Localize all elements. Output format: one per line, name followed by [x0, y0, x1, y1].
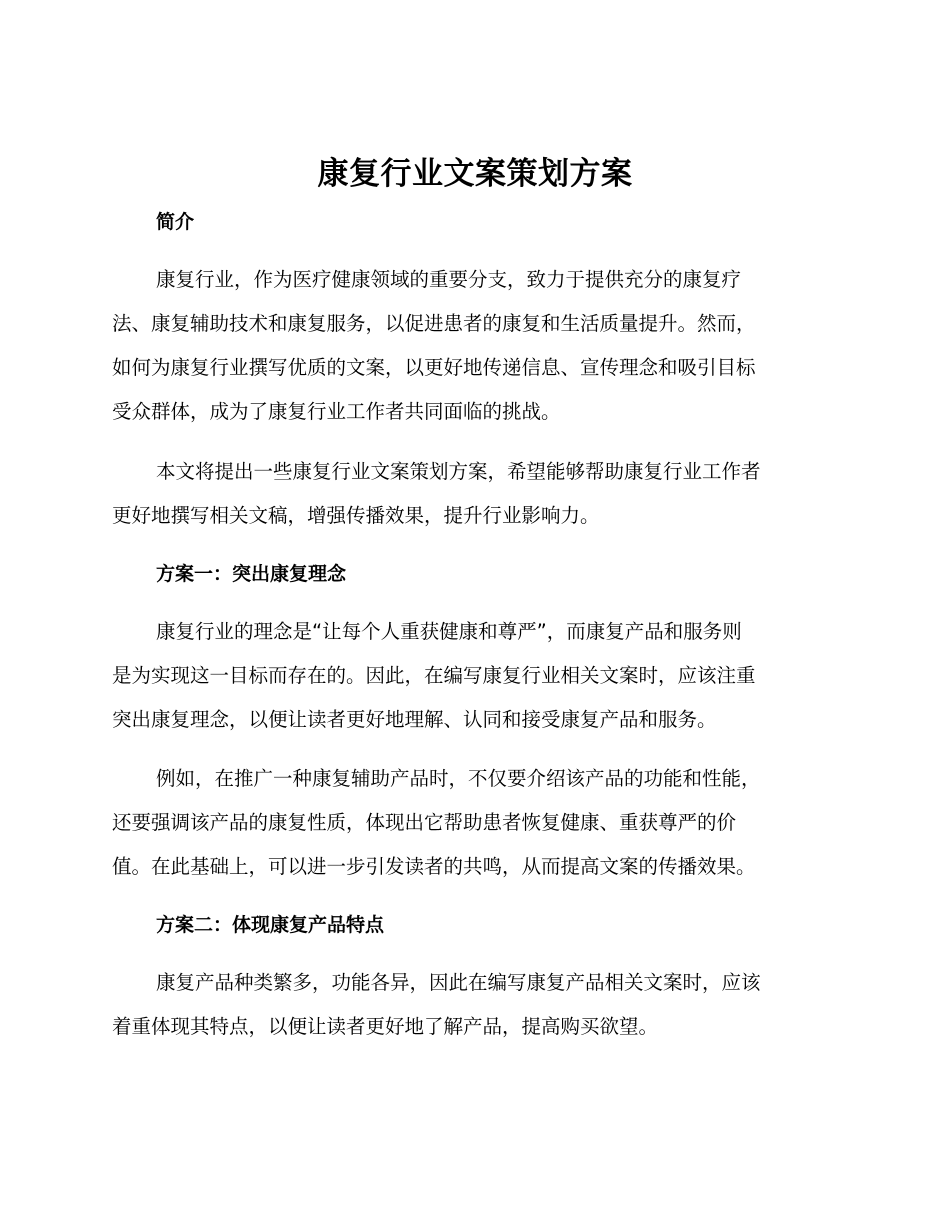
intro-paragraph-2 — [112, 450, 852, 538]
text-line: 着重体现其特点，以便让读者更好地了解产品，提高购买欲望。 — [112, 1015, 659, 1038]
text-line: 例如，在推广一种康复辅助产品时，不仅要介绍该产品的功能和性能， — [156, 767, 761, 790]
document-title: 康复行业文案策划方案 — [317, 156, 633, 192]
plan2-paragraph-1 — [112, 961, 852, 1049]
section-heading-plan2: 方案二：体现康复产品特点 — [156, 914, 385, 936]
text-line: 值。在此基础上，可以进一步引发读者的共鸣，从而提高文案的传播效果。 — [112, 855, 756, 878]
text-line: 更好地撰写相关文稿，增强传播效果，提升行业影响力。 — [112, 504, 600, 527]
text-line: 还要强调该产品的康复性质，体现出它帮助患者恢复健康、重获尊严的价 — [112, 811, 737, 834]
intro-paragraph-1 — [112, 258, 852, 434]
text-line: 是为实现这一目标而存在的。因此，在编写康复行业相关文案时，应该注重 — [112, 664, 756, 687]
text-line: 康复行业，作为医疗健康领域的重要分支，致力于提供充分的康复疗 — [156, 268, 742, 291]
section-heading-intro: 简介 — [156, 211, 195, 233]
plan1-paragraph-1 — [112, 610, 852, 742]
text-line: 本文将提出一些康复行业文案策划方案，希望能够帮助康复行业工作者 — [156, 460, 761, 483]
plan1-paragraph-2 — [112, 757, 852, 889]
text-line: 受众群体，成为了康复行业工作者共同面临的挑战。 — [112, 400, 561, 423]
text-line: 康复产品种类繁多，功能各异，因此在编写康复产品相关文案时，应该 — [156, 971, 761, 994]
text-line: 康复行业的理念是“让每个人重获健康和尊严”，而康复产品和服务则 — [156, 620, 742, 643]
text-line: 突出康复理念，以便让读者更好地理解、认同和接受康复产品和服务。 — [112, 708, 717, 731]
text-line: 法、康复辅助技术和康复服务，以促进患者的康复和生活质量提升。然而， — [112, 312, 756, 335]
text-line: 如何为康复行业撰写优质的文案，以更好地传递信息、宣传理念和吸引目标 — [112, 356, 756, 379]
section-heading-plan1: 方案一：突出康复理念 — [156, 563, 347, 585]
